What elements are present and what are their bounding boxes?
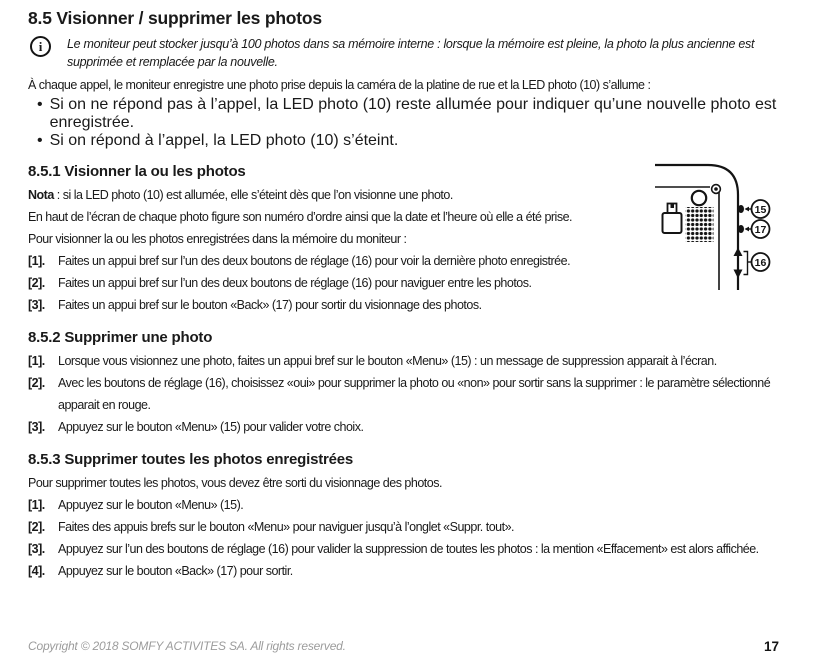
step-item [28,350,783,372]
section-851-title: 8.5.1 Visionner la ou les photos [28,163,246,180]
step-item [28,560,783,582]
step-text: Avec les boutons de réglage (16), choisissez «oui» pour supprimer la photo ou «non» pour sortir sans la supprimer : le paramètre sélectionné apparait en rouge. [58,376,771,412]
step-text: Appuyez sur le bouton «Back» (17) pour sortir. [58,564,293,578]
callout-16 [744,252,770,275]
step-text: Faites des appuis brefs sur le bouton «Menu» pour naviguer jusqu’à l’onglet «Suppr. tout». [58,520,515,534]
bullet-text: • Si on répond à l’appel, la LED photo (10) s’éteint. [49,132,399,149]
step-number: [2]. [28,376,45,390]
step-number: [2]. [28,520,45,534]
info-icon-glyph: i [38,39,43,54]
step-number: [4]. [28,564,45,578]
step-number: [3]. [28,298,45,312]
step-text: Appuyez sur le bouton «Menu» (15) pour valider votre choix. [58,420,364,434]
svg-text:17: 17 [754,223,767,236]
step-text: Appuyez sur l’un des boutons de réglage (16) pour valider la suppression de toutes les photos : la mention «Effacement» est alors affichée. [58,542,759,556]
step-number: [3]. [28,542,45,556]
step-text: Faites un appui bref sur l’un des deux boutons de réglage (16) pour naviguer entre les photos. [58,276,532,290]
page-content [28,8,783,582]
monitor-corner-diagram [652,155,774,295]
step-item [28,416,783,438]
callout-15 [745,200,770,218]
section-85-title: 8.5 Visionner / supprimer les photos [28,8,322,28]
step-item [28,538,783,560]
nota-text: : si la LED photo (10) est allumée, elle s’éteint dès que l’on visionne une photo. [53,188,453,202]
step-item [28,294,678,316]
info-icon [30,36,51,57]
step-number: [1]. [28,354,45,368]
step-text: Lorsque vous visionnez une photo, faites un appui bref sur le bouton «Menu» (15) : un message de suppression apparait à l’écran. [58,354,717,368]
info-note-text: Le moniteur peut stocker jusqu’à 100 photos dans sa mémoire interne : lorsque la mémoire est pleine, la photo la plus ancienne est supprimée et remplacée par la nouvelle. [67,37,755,69]
step-number: [3]. [28,420,45,434]
section-853-title: 8.5.3 Supprimer toutes les photos enregistrées [28,451,354,468]
step-number: [1]. [28,498,45,512]
bullet-text: • Si on ne répond pas à l’appel, la LED photo (10) reste allumée pour indiquer qu’une nouvelle photo est enregistrée. [49,96,777,131]
section-852 [28,329,783,438]
step-item [28,272,678,294]
step-item [28,372,783,416]
step-number: [1]. [28,254,45,268]
section-851-paragraph: En haut de l’écran de chaque photo figure son numéro d’ordre ainsi que la date et l’heure où elle a été prise. [28,210,573,224]
section-851-nota [28,184,678,206]
key-pictogram-icon [663,204,682,234]
section-853 [28,451,783,582]
info-note [28,33,783,71]
step-text: Faites un appui bref sur l’un des deux boutons de réglage (16) pour voir la dernière photo enregistrée. [58,254,571,268]
speaker-grille [686,207,714,242]
step-text: Appuyez sur le bouton «Menu» (15). [58,498,244,512]
step-text: Faites un appui bref sur le bouton «Back» (17) pour sortir du visionnage des photos. [58,298,482,312]
callout-17 [745,220,770,238]
screw-detail-dot [714,187,718,191]
menu-button-15 [738,205,744,213]
back-button-17 [738,225,744,233]
page-number: 17 [763,639,779,654]
svg-text:15: 15 [754,203,767,216]
nota-label: Nota [28,188,54,202]
section-853-intro: Pour supprimer toutes les photos, vous devez être sorti du visionnage des photos. [28,476,442,490]
section-85-bullets [28,96,783,150]
bullet-item [28,96,783,132]
section-851-paragraph: Pour visionner la ou les photos enregistrées dans la mémoire du moniteur : [28,232,407,246]
svg-text:16: 16 [754,256,767,269]
section-85-intro: À chaque appel, le moniteur enregistre une photo prise depuis la caméra de la platine de rue et la LED photo (10) s’allume : [28,78,651,92]
step-item [28,516,783,538]
step-item [28,250,678,272]
bullet-item [28,132,783,150]
adjust-button-up [734,248,743,257]
copyright-notice: Copyright © 2018 SOMFY ACTIVITES SA. All rights reserved. [28,639,346,653]
step-item [28,494,783,516]
adjust-button-down [734,270,743,279]
led-indicator-circle [692,191,706,205]
step-number: [2]. [28,276,45,290]
section-852-title: 8.5.2 Supprimer une photo [28,329,213,346]
